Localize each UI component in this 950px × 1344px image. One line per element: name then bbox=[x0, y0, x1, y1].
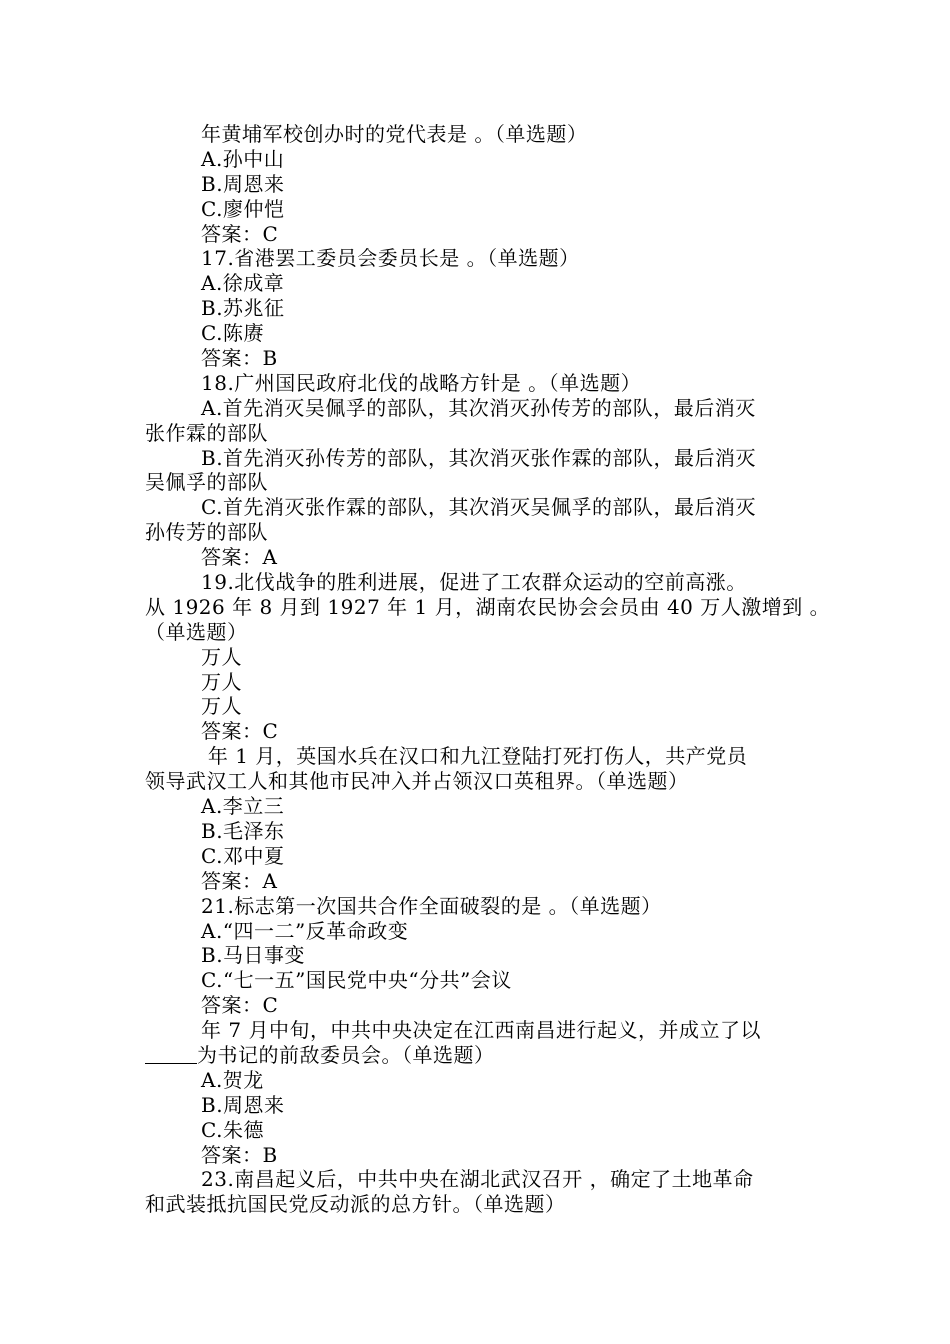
question-line: 19.北伐战争的胜利进展，促进了工农群众运动的空前高涨。 bbox=[201, 570, 747, 595]
option-line: B.毛泽东 bbox=[201, 818, 285, 843]
answer-line: 答案：C bbox=[201, 993, 279, 1018]
option-line: C.首先消灭张作霖的部队，其次消灭吴佩孚的部队，最后消灭 bbox=[201, 495, 756, 520]
option-line: B.首先消灭孙传芳的部队，其次消灭张作霖的部队，最后消灭 bbox=[201, 445, 757, 470]
option-line: 万人 bbox=[201, 669, 242, 694]
option-line-continued: 吴佩孚的部队 bbox=[145, 470, 268, 495]
option-line-continued: 孙传芳的部队 bbox=[145, 520, 268, 545]
question-line: 23.南昌起义后，中共中央在湖北武汉召开 ，确定了土地革命 bbox=[201, 1167, 754, 1192]
answer-line: 答案：C bbox=[201, 719, 279, 744]
question-line: 年黄埔军校创办时的党代表是 。（单选题） bbox=[201, 122, 588, 146]
option-line: A.贺龙 bbox=[201, 1067, 264, 1092]
option-line: A.李立三 bbox=[201, 794, 285, 819]
question-line-continued: 和武装抵抗国民党反动派的总方针。（单选题） bbox=[145, 1192, 566, 1217]
question-text: 为书记的前敌委员会。（单选题） bbox=[197, 1042, 495, 1067]
option-line: B.马日事变 bbox=[201, 943, 306, 968]
option-line: A.孙中山 bbox=[201, 146, 285, 171]
option-line-continued: 张作霖的部队 bbox=[145, 420, 268, 445]
answer-line: 答案：A bbox=[201, 545, 278, 570]
option-line: B.周恩来 bbox=[201, 171, 285, 196]
question-line-continued: 从 1926 年 8 月到 1927 年 1 月，湖南农民协会会员由 40 万人激增到 。 bbox=[145, 594, 831, 619]
option-line: C.邓中夏 bbox=[201, 843, 285, 868]
question-line: 21.标志第一次国共合作全面破裂的是 。（单选题） bbox=[201, 893, 662, 918]
answer-line: 答案：A bbox=[201, 868, 278, 893]
answer-line: 答案：B bbox=[201, 1142, 278, 1167]
answer-line: 答案：C bbox=[201, 221, 279, 246]
option-line: A.“四一二”反革命政变 bbox=[201, 918, 409, 943]
option-line: B.周恩来 bbox=[201, 1092, 285, 1117]
question-line-continued bbox=[145, 1043, 817, 1068]
question-line: 18.广州国民政府北伐的战略方针是 。（单选题） bbox=[201, 370, 642, 395]
option-line: A.徐成章 bbox=[201, 271, 285, 296]
question-line: 年 1 月，英国水兵在汉口和九江登陆打死打伤人，共产党员 bbox=[201, 744, 748, 769]
answer-line: 答案：B bbox=[201, 346, 278, 371]
option-line: 万人 bbox=[201, 694, 242, 719]
question-line-continued: 领导武汉工人和其他市民冲入并占领汉口英租界。（单选题） bbox=[145, 769, 689, 794]
option-line: C.朱德 bbox=[201, 1117, 264, 1142]
question-line: 17.省港罢工委员会委员长是 。（单选题） bbox=[201, 246, 580, 271]
option-line: B.苏兆征 bbox=[201, 296, 285, 321]
option-line: A.首先消灭吴佩孚的部队，其次消灭孙传芳的部队，最后消灭 bbox=[201, 395, 756, 420]
option-line: C.廖仲恺 bbox=[201, 196, 285, 221]
fill-in-blank bbox=[145, 1045, 197, 1064]
option-line: C.“七一五”国民党中央“分共”会议 bbox=[201, 968, 512, 993]
question-line: 年 7 月中旬，中共中央决定在江西南昌进行起义，并成立了以 bbox=[201, 1018, 761, 1043]
question-list bbox=[145, 122, 831, 1217]
option-line: 万人 bbox=[201, 644, 242, 669]
option-line: C.陈赓 bbox=[201, 321, 264, 346]
question-line-continued: （单选题） bbox=[145, 619, 248, 644]
